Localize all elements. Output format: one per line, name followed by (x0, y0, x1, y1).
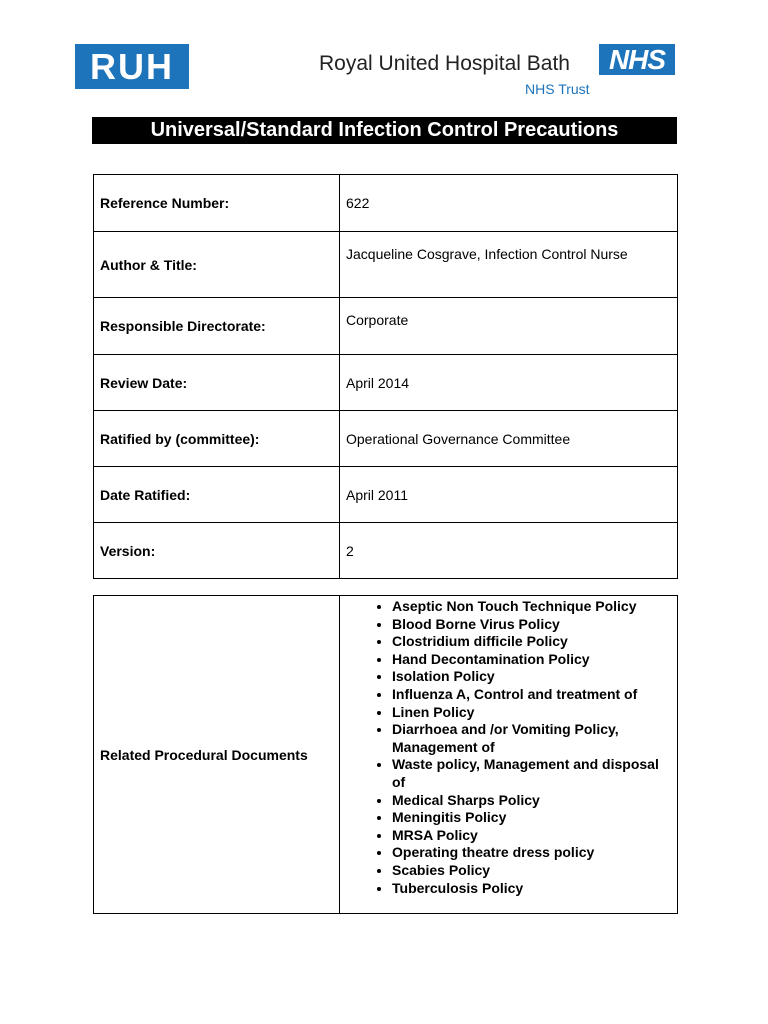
list-item: • Linen Policy (392, 704, 671, 722)
table-row (94, 232, 678, 298)
review-date-value: April 2014 (340, 355, 678, 411)
version-value: 2 (340, 523, 678, 579)
related-documents-table (93, 595, 678, 914)
list-item: • Meningitis Policy (392, 809, 671, 827)
table-row (94, 523, 678, 579)
related-documents-list (340, 598, 671, 897)
date-ratified-value: April 2011 (340, 467, 678, 523)
list-item: • Scabies Policy (392, 862, 671, 880)
list-item: • Clostridium difficile Policy (392, 633, 671, 651)
author-title-label: Author & Title: (94, 232, 340, 298)
author-title-value: Jacqueline Cosgrave, Infection Control Nurse (340, 232, 678, 298)
list-item: • Hand Decontamination Policy (392, 651, 671, 669)
list-item: • Aseptic Non Touch Technique Policy (392, 598, 671, 616)
nhs-trust-label: NHS Trust (525, 81, 590, 97)
responsible-directorate-label: Responsible Directorate: (94, 298, 340, 355)
ruh-logo: RUH (75, 44, 189, 89)
list-item: • Operating theatre dress policy (392, 844, 671, 862)
hospital-name: Royal United Hospital Bath (319, 52, 570, 75)
list-item: • Influenza A, Control and treatment of (392, 686, 671, 704)
list-item: • Blood Borne Virus Policy (392, 616, 671, 634)
table-row (94, 411, 678, 467)
table-row (94, 467, 678, 523)
related-documents-label: Related Procedural Documents (94, 596, 340, 914)
related-documents-cell (340, 596, 678, 914)
responsible-directorate-value: Corporate (340, 298, 678, 355)
ratified-by-label: Ratified by (committee): (94, 411, 340, 467)
table-row (94, 175, 678, 232)
list-item: • Medical Sharps Policy (392, 792, 671, 810)
table-row (94, 355, 678, 411)
date-ratified-label: Date Ratified: (94, 467, 340, 523)
reference-number-value: 622 (340, 175, 678, 232)
document-title: Universal/Standard Infection Control Precautions (92, 117, 677, 144)
list-item: • MRSA Policy (392, 827, 671, 845)
reference-number-label: Reference Number: (94, 175, 340, 232)
review-date-label: Review Date: (94, 355, 340, 411)
version-label: Version: (94, 523, 340, 579)
list-item: • Isolation Policy (392, 668, 671, 686)
ratified-by-value: Operational Governance Committee (340, 411, 678, 467)
nhs-logo: NHS (599, 44, 675, 75)
table-row (94, 298, 678, 355)
list-item: • Waste policy, Management and disposal of (392, 756, 671, 791)
table-row (94, 596, 678, 914)
policy-info-table (93, 174, 678, 579)
list-item: • Diarrhoea and /or Vomiting Policy, Management of (392, 721, 671, 756)
list-item: • Tuberculosis Policy (392, 880, 671, 898)
